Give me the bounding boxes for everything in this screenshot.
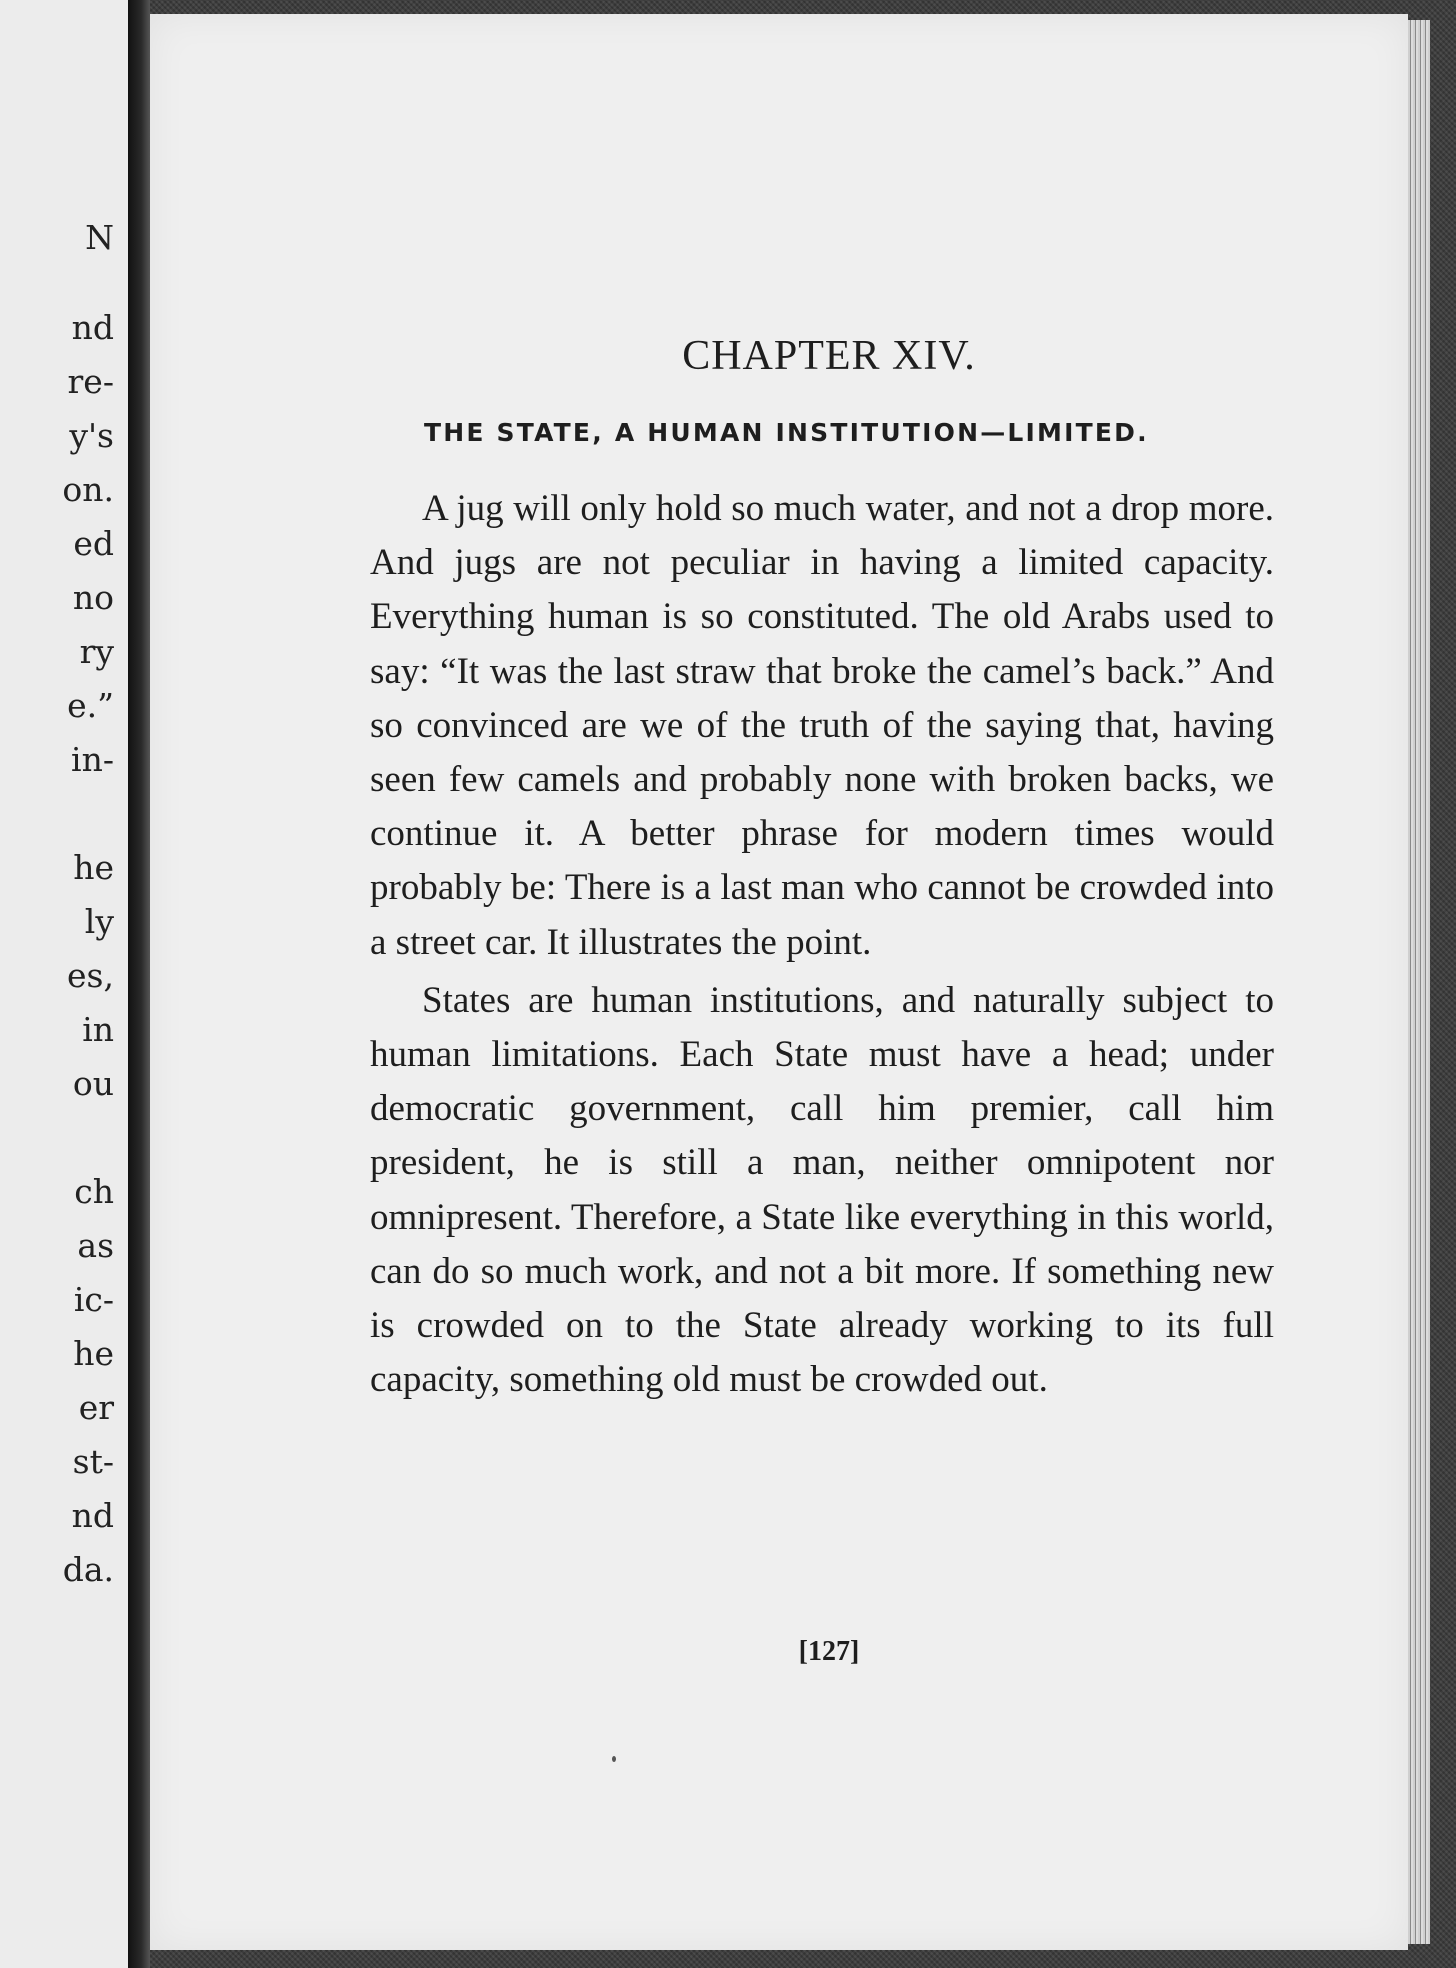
body-text [370, 482, 1274, 1411]
left-page-fragment: nd [71, 308, 114, 347]
left-page-fragment: st- [72, 1442, 114, 1481]
left-page-fragment: he [73, 1334, 114, 1373]
left-page-fragment: on. [62, 470, 114, 509]
left-page-fragment: ry [79, 632, 114, 671]
left-page-fragment: in- [71, 740, 114, 779]
left-page-fragment: da. [62, 1550, 114, 1589]
page-number: [127] [798, 1636, 860, 1667]
left-page-fragment: no [72, 578, 114, 617]
left-page-fragment: ic- [73, 1280, 114, 1319]
left-page-fragment: as [77, 1226, 114, 1265]
left-page-fragment: es, [67, 956, 114, 995]
left-page-fragment: ed [73, 524, 114, 563]
left-page-fragment: re- [67, 362, 114, 401]
right-page [150, 14, 1408, 1950]
left-page-fragment: er [78, 1388, 114, 1427]
left-page-fragment: y's [69, 416, 114, 455]
paragraph: A jug will only hold so much water, and not a drop more. And jugs are not peculiar in having a limited capacity. Everything human is so constituted. The old Arabs used to say: “It was the last straw that broke the camel’s back.” And so convinced are we of the truth of the saying that, having seen few camels and probably none with broken backs, we continue it. A better phrase for modern times would probably be: There is a last man who cannot be crowded into a street car. It illustrates the point. [370, 488, 1274, 963]
paper-speck [612, 1756, 616, 1762]
left-page-fragment: ou [72, 1064, 114, 1103]
page-edges [1408, 20, 1430, 1944]
left-page-fragment: ly [84, 902, 114, 941]
chapter-heading: CHAPTER XIV. [682, 333, 976, 379]
left-page-fragment: in [82, 1010, 114, 1049]
paragraph: States are human institutions, and naturally subject to human limitations. Each State must have a head; under democratic government, call him premier, call him president, he is still a man, neither omnipotent nor omnipresent. Therefore, a State like everything in this world, can do so much work, and not a bit more. If something new is crowded on to the State already working to its full capacity, something old must be crowded out. [370, 979, 1274, 1401]
book-gutter [128, 0, 150, 1968]
chapter-title: THE STATE, A HUMAN INSTITUTION—LIMITED. [424, 418, 1149, 447]
left-page-fragment: ch [74, 1172, 114, 1211]
left-page-fragment: N [85, 218, 114, 257]
left-page-fragment: nd [71, 1496, 114, 1535]
left-page-fragment: e.” [67, 686, 114, 725]
left-facing-page [0, 0, 128, 1968]
left-page-fragment: he [73, 848, 114, 887]
